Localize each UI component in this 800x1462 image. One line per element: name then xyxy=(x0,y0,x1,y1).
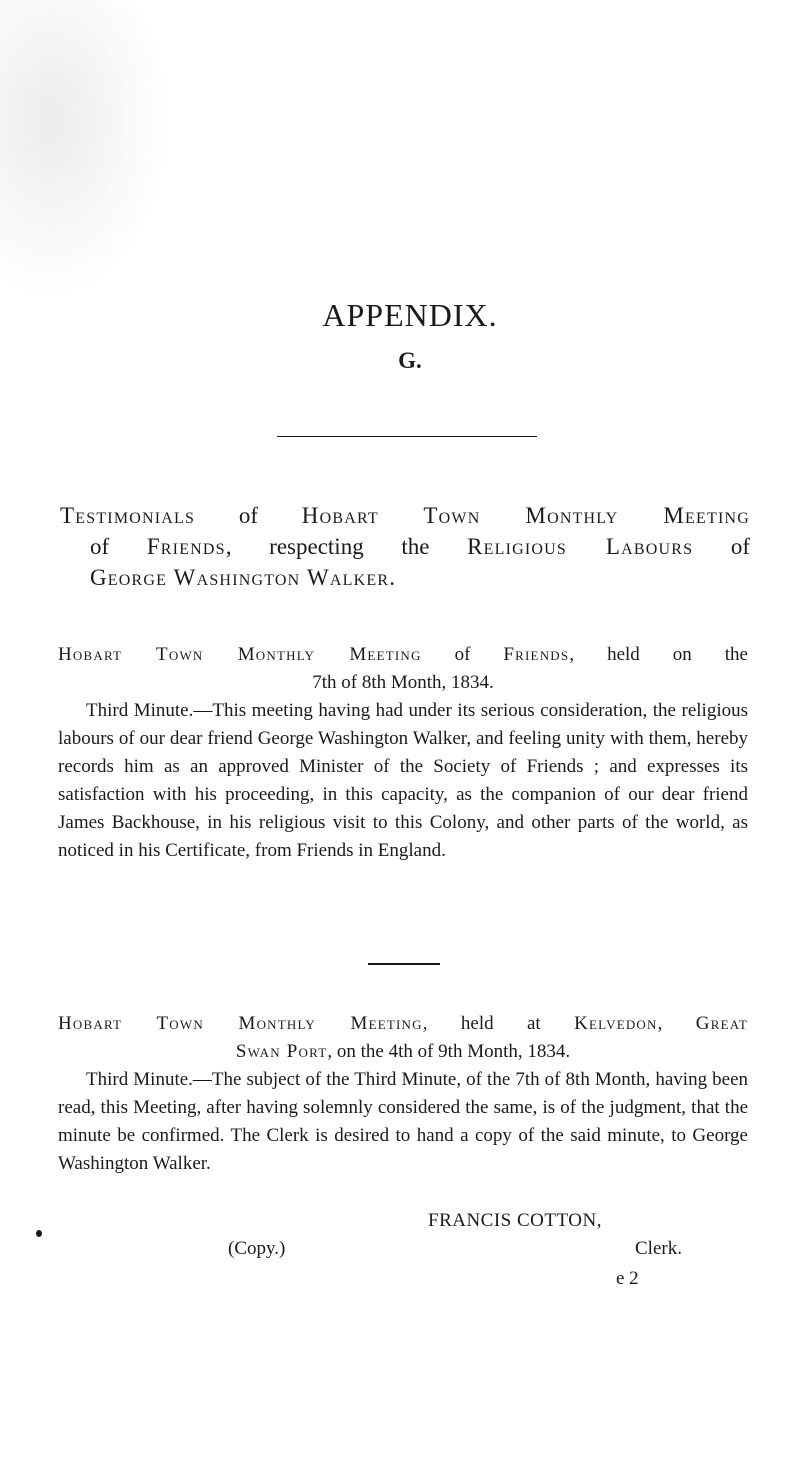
minute-heading xyxy=(58,1010,748,1066)
heading-text: , on the 4th of 9th Month, 1834. xyxy=(327,1041,571,1062)
appendix-letter: G. xyxy=(398,348,422,373)
minute-paragraph: Third Minute.—This meeting having had under its serious consideration, the religious labours of our dear friend George Washington Walker, and feeling unity with them, hereby records him as an approved Minister of the Society of Friends ; and expresses its satisfaction with his proceeding, in this capacity, as the companion of our dear friend James Backhouse, in his religious visit to this Colony, and other parts of the world, as noticed in his Certificate, from Friends in England. xyxy=(58,700,748,861)
heading-place-great: Great xyxy=(695,1013,749,1034)
divider-rule xyxy=(277,436,537,437)
margin-ink-dot xyxy=(36,1230,42,1237)
testimonial-title xyxy=(60,500,750,593)
signatory-role: Clerk. xyxy=(635,1238,682,1259)
testimonial-title-line xyxy=(60,562,750,593)
testimonial-title-line xyxy=(60,531,750,562)
title-word-person-name: George Washington Walker xyxy=(90,565,390,590)
minute-section-second xyxy=(58,1010,748,1178)
heading-text: of xyxy=(421,644,504,665)
minute-heading-line xyxy=(58,641,748,669)
heading-text: , xyxy=(657,1013,696,1034)
minute-heading-line xyxy=(58,1038,748,1066)
minute-body xyxy=(58,1066,748,1178)
heading-meeting-name: Hobart Town Monthly Meeting xyxy=(58,1013,423,1034)
title-text: of xyxy=(693,534,750,559)
appendix-title: APPENDIX. xyxy=(322,297,498,333)
heading-place-swan-port: Swan Port xyxy=(235,1041,328,1062)
divider-rule-short xyxy=(368,963,440,965)
title-word-friends: Friends xyxy=(146,534,226,559)
heading-meeting-name: Hobart Town Monthly Meeting xyxy=(58,644,422,665)
heading-text: , held on the xyxy=(569,644,748,665)
title-word-religious-labours: Religious Labours xyxy=(467,534,694,559)
minute-section-first xyxy=(58,641,748,865)
minute-heading xyxy=(58,641,748,697)
minute-heading-line xyxy=(58,1010,748,1038)
testimonial-title-line xyxy=(60,500,750,531)
heading-friends: Friends xyxy=(503,644,570,665)
minute-paragraph: Third Minute.—The subject of the Third Minute, of the 7th of 8th Month, having been read, this Meeting, after having solemnly considered the same, is of the judgment, that the minute be confirmed. The Clerk is desired to hand a copy of the said minute, to George Washington Walker. xyxy=(58,1069,748,1174)
title-word-meeting-name: Hobart Town Monthly Meeting xyxy=(301,503,750,528)
title-text: , respecting the xyxy=(225,534,468,559)
signature-mark: e 2 xyxy=(616,1268,639,1289)
page-smudge xyxy=(0,0,170,300)
title-text: of xyxy=(90,534,147,559)
title-text: of xyxy=(195,503,302,528)
title-text: . xyxy=(389,565,395,590)
minute-body xyxy=(58,697,748,865)
copy-label: (Copy.) xyxy=(228,1238,286,1259)
signatory-name: FRANCIS COTTON, xyxy=(428,1210,602,1231)
minute-heading-date: 7th of 8th Month, 1834. xyxy=(312,672,494,693)
heading-place-kelvedon: Kelvedon xyxy=(574,1013,658,1034)
title-word-testimonials: Testimonials xyxy=(60,503,196,528)
heading-text: , held at xyxy=(422,1013,575,1034)
